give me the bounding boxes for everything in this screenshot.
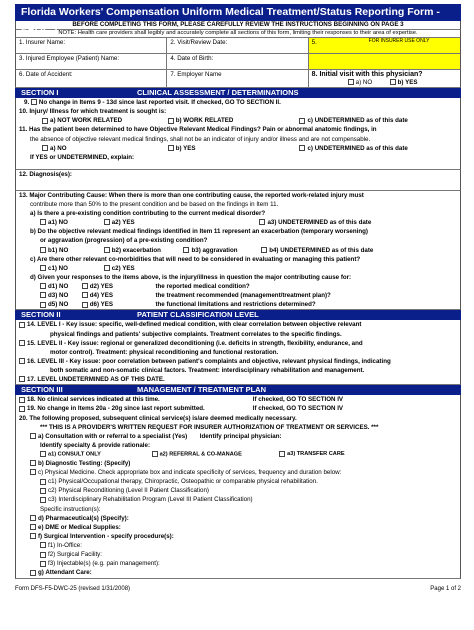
- q13c-text: c) Are there other relevant co-morbidities that will need to be considered in evaluating or managing this patient?: [30, 255, 361, 263]
- q12-text[interactable]: 12. Diagnosis(es):: [19, 170, 72, 178]
- q10b-label: b) WORK RELATED: [175, 117, 234, 125]
- q18-instruction: If checked, GO TO SECTION IV: [252, 396, 344, 404]
- q20a-options: [16, 450, 460, 459]
- dob-field[interactable]: 4. Date of Birth:: [167, 54, 308, 69]
- c3-checkbox[interactable]: [40, 497, 46, 503]
- q20a-specialty: Identify specialty & provide rationale:: [40, 441, 151, 449]
- q10b-checkbox[interactable]: [168, 118, 174, 124]
- section-3-label: SECTION III: [21, 385, 63, 395]
- q20e-line: [16, 523, 460, 532]
- c1-line: [16, 477, 460, 486]
- q20a-physician-label: Identify principal physician:: [199, 432, 282, 440]
- q13c1-label: c1) NO: [48, 264, 68, 272]
- a2-label: a2) REFERRAL & CO-MANAGE: [159, 451, 242, 458]
- section-1-body: [15, 98, 461, 170]
- q10-options: [16, 116, 460, 125]
- form-title: Florida Workers' Compensation Uniform Medical Treatment/Status Reporting Form - PAGE 1: [15, 4, 461, 21]
- fields-row-1: [15, 38, 461, 54]
- q13d-row-1: [16, 282, 460, 291]
- q11-yes-checkbox[interactable]: [168, 145, 174, 151]
- q20f-text: f) Surgical Intervention - specify procedure(s):: [38, 532, 174, 540]
- q20b-line: [16, 459, 460, 468]
- d6-label: d6) YES: [89, 301, 114, 309]
- q19-line: [16, 404, 460, 413]
- q13d-text: d) Given your responses to the items above, is the injury/illness in question the major contributing cause for:: [30, 273, 352, 281]
- section-3-body: [15, 395, 461, 578]
- d5-text: the functional limitations and restrictions determined?: [155, 301, 316, 309]
- q13b2-checkbox[interactable]: [104, 247, 110, 253]
- level-2-cont: motor control). Treatment: physical reconditioning and functional restoration.: [50, 348, 279, 356]
- q20d-checkbox[interactable]: [30, 515, 36, 521]
- c3-text: c3) Interdisciplinary Rehabilitation Program (Level III Patient Classification): [48, 496, 253, 504]
- q20e-checkbox[interactable]: [30, 524, 36, 530]
- instructions-line: BEFORE COMPLETING THIS FORM, PLEASE CAREFULLY REVIEW THE INSTRUCTIONS BEGINNING ON PAGE 3: [15, 21, 461, 30]
- c2-text: c2) Physical Reconditioning (Level II Patient Classification): [48, 487, 209, 495]
- q20f-checkbox[interactable]: [30, 533, 36, 539]
- q13d-row-3: [16, 300, 460, 309]
- section-2-body: [15, 320, 461, 385]
- level-und-checkbox[interactable]: [19, 376, 25, 382]
- q11-und-label: c) UNDETERMINED as of this date: [307, 144, 408, 152]
- level-1-checkbox[interactable]: [19, 322, 25, 328]
- level-3-text: 16. LEVEL III - Key issue: poor correlation between patient's complaints and objective, relevant physical findings, indicating: [27, 357, 391, 365]
- section-1-header: [15, 88, 461, 98]
- q13a-text: a) Is there a pre-existing condition contributing to the current medical disorder?: [30, 210, 266, 217]
- q11-line: [16, 125, 460, 134]
- form-id: Form DFS-F5-DWC-25 (revised 1/31/2008): [15, 586, 131, 592]
- insurer-use-box-cont: [309, 54, 460, 69]
- q18-text: 18. No clinical services indicated at this time.: [27, 396, 160, 404]
- d1-text: the reported medical condition?: [155, 283, 250, 290]
- q20a-line: [16, 432, 460, 441]
- q20c-line: [16, 468, 460, 477]
- q11-yes-label: b) YES: [175, 144, 196, 152]
- initial-visit-no-checkbox[interactable]: [348, 79, 354, 85]
- q13a2-checkbox[interactable]: [104, 219, 110, 225]
- q13b4-checkbox[interactable]: [261, 247, 267, 253]
- q13a1-checkbox[interactable]: [40, 219, 46, 225]
- q13b1-checkbox[interactable]: [40, 247, 46, 253]
- q10c-checkbox[interactable]: [299, 118, 305, 124]
- q13d-row-2: [16, 291, 460, 300]
- q20g-checkbox[interactable]: [30, 570, 36, 576]
- level-1: [16, 320, 460, 329]
- q13a3-label: a3) UNDETERMINED as of this date: [267, 219, 372, 227]
- initial-visit-yes-label: b) YES: [397, 79, 418, 87]
- q19-text: 19. No change in Items 20a - 20g since last report submitted.: [27, 405, 205, 413]
- page-number: Page 1 of 2: [430, 586, 461, 592]
- f1-text: f1) In-Office:: [48, 542, 82, 550]
- form-page: [15, 4, 461, 579]
- d1-checkbox[interactable]: [40, 283, 46, 289]
- c2-checkbox[interactable]: [40, 488, 46, 494]
- insurer-name-field[interactable]: 1. Insurer Name:: [16, 38, 167, 53]
- d1-label: d1) NO: [48, 283, 69, 290]
- c1-text: c1) Physical/Occupational therapy, Chiropractic, Osteopathic or comparable physical rehabilitation.: [48, 478, 318, 486]
- insurer-use-number: 5.: [311, 39, 317, 46]
- initial-visit-label: 8. Initial visit with this physician?: [311, 71, 423, 78]
- q13c2-label: c2) YES: [111, 264, 135, 272]
- insurer-use-label: FOR INSURER USE ONLY: [368, 38, 430, 44]
- employer-name-field[interactable]: 7. Employer Name: [167, 70, 308, 87]
- fields-row-2: [15, 54, 461, 70]
- f2-line: [16, 550, 460, 559]
- q13a-options: [16, 218, 460, 227]
- a1-checkbox[interactable]: [40, 451, 46, 457]
- q20f-line: [16, 532, 460, 541]
- fields-row-3: [15, 70, 461, 88]
- section-2-title: PATIENT CLASSIFICATION LEVEL: [137, 310, 259, 320]
- c-specific[interactable]: Specific instruction(s):: [40, 505, 101, 513]
- visit-date-field[interactable]: 2. Visit/Review Date:: [167, 38, 308, 53]
- q11-options: [16, 144, 460, 153]
- level-2: [16, 339, 460, 348]
- q13c-options: [16, 264, 460, 273]
- level-2-text: 15. LEVEL II - Key issue: regional or generalized deconditioning (i.e. deficits in strength, flexibility, endurance, and: [27, 339, 363, 347]
- q20-text: 20. The following proposed, subsequent clinical service(s) is/are deemed medically necessary.: [19, 414, 297, 422]
- accident-date-field[interactable]: 6. Date of Accident:: [16, 70, 167, 87]
- initial-visit-field: [309, 70, 460, 87]
- q13b1-label: b1) NO: [48, 246, 69, 254]
- section-2-header: [15, 310, 461, 320]
- q20c-text: c) Physical Medicine. Check appropriate box and indicate specificity of services, frequency and duration below:: [38, 469, 342, 477]
- page-footer: [15, 586, 461, 593]
- c2-line: [16, 486, 460, 495]
- section-3-header: [15, 385, 461, 395]
- q9-checkbox[interactable]: [31, 99, 37, 105]
- q19-instruction: If checked, GO TO SECTION IV: [252, 405, 344, 413]
- f2-text: f2) Surgical Facility:: [48, 551, 102, 559]
- a3-checkbox[interactable]: [279, 451, 285, 457]
- level-2-checkbox[interactable]: [19, 340, 25, 346]
- q13c1-checkbox[interactable]: [40, 265, 46, 271]
- q20a-checkbox[interactable]: [30, 433, 36, 439]
- q13a3-checkbox[interactable]: [259, 219, 265, 225]
- a1-label: a1) CONSULT ONLY: [48, 451, 101, 458]
- q20g-text: g) Attendant Care:: [38, 569, 92, 577]
- d2-label: d2) YES: [89, 283, 114, 290]
- insurer-use-box: [309, 38, 460, 53]
- patient-name-field[interactable]: 3. Injured Employee (Patient) Name:: [16, 54, 167, 69]
- d4-label: d4) YES: [89, 292, 114, 300]
- q20a-text: a) Consultation with or referral to a specialist (Yes): [38, 432, 188, 440]
- d2-checkbox[interactable]: [82, 283, 88, 289]
- d4-checkbox[interactable]: [82, 292, 88, 298]
- q13c2-checkbox[interactable]: [104, 265, 110, 271]
- section-3-title: MANAGEMENT / TREATMENT PLAN: [137, 385, 267, 395]
- f3-line: [16, 559, 460, 568]
- level-1-cont: physical findings and patients' subjective complaints. Treatment correlates to the specific findings.: [50, 330, 342, 338]
- level-3-cont: both somatic and non-somatic clinical factors. Treatment: interdisciplinary rehabilitation and management.: [50, 367, 365, 374]
- q11-und-checkbox[interactable]: [299, 145, 305, 151]
- f3-text: f3) Injectable(s) (e.g. pain management):: [48, 560, 160, 568]
- d5-label: d5) NO: [48, 301, 69, 309]
- q13-text: 13. Major Contributing Cause: When there is more than one contributing cause, the reported work-related injury must: [19, 191, 364, 199]
- section-1-label: SECTION I: [21, 88, 59, 97]
- q13b3-checkbox[interactable]: [183, 247, 189, 253]
- level-3: [16, 357, 460, 366]
- c3-line: [16, 495, 460, 504]
- level-und: [16, 375, 460, 384]
- d6-checkbox[interactable]: [82, 302, 88, 308]
- q11-text: 11. Has the patient been determined to have Objective Relevant Medical Findings? Pain or abnormal anatomic findings, in: [19, 126, 377, 134]
- initial-visit-no-label: a) NO: [355, 79, 373, 87]
- q11-no-label: a) NO: [50, 144, 67, 152]
- d5-checkbox[interactable]: [40, 302, 46, 308]
- q11-no-checkbox[interactable]: [42, 145, 48, 151]
- q11-explain[interactable]: If YES or UNDETERMINED, explain:: [30, 153, 135, 161]
- section-1-title: CLINICAL ASSESSMENT / DETERMINATIONS: [137, 88, 299, 97]
- level-und-text: 17. LEVEL UNDETERMINED AS OF THIS DATE.: [27, 376, 165, 384]
- q20-note: *** THIS IS A PROVIDER'S WRITTEN REQUEST FOR INSURER AUTHORIZATION OF TREATMENT OR SERVICES. ***: [40, 423, 379, 431]
- q13b-options: [16, 246, 460, 255]
- q20b-checkbox[interactable]: [30, 460, 36, 466]
- q20d-text: d) Pharmaceutical(s) (Specify):: [38, 514, 129, 522]
- f1-line: [16, 541, 460, 550]
- f2-checkbox[interactable]: [40, 552, 46, 558]
- q13b-text-2: or aggravation (progression) of a pre-existing condition?: [40, 237, 208, 245]
- q20d-line: [16, 514, 460, 523]
- q10a-checkbox[interactable]: [42, 118, 48, 124]
- q20b-text: b) Diagnostic Testing: (Specify): [38, 459, 131, 467]
- f1-checkbox[interactable]: [40, 542, 46, 548]
- q20e-text: e) DME or Medical Supplies:: [38, 523, 121, 531]
- c1-checkbox[interactable]: [40, 479, 46, 485]
- q13a1-label: a1) NO: [48, 219, 68, 227]
- level-3-checkbox[interactable]: [19, 358, 25, 364]
- q9-line: 9. No change in Items 9 - 13d since last reported visit. If checked, GO TO SECTION II.: [24, 99, 281, 106]
- d3-text: the treatment recommended (management/treatment plan)?: [155, 292, 331, 300]
- note-line: NOTE: Health care providers shall legibly and accurately complete all sections of this form, limiting their responses to their area of expertise.: [15, 30, 461, 38]
- section-2-label: SECTION II: [21, 310, 61, 320]
- q11-note: the absence of objective relevant medical findings, shall not be an indicator of injury and/or illness and are not compensable.: [30, 135, 371, 143]
- q13-block: [15, 191, 461, 311]
- a3-label: a3) TRANSFER CARE: [287, 451, 345, 458]
- q10-text: 10. Injury/ Illness for which treatment is sought is:: [19, 108, 167, 116]
- q13a2-label: a2) YES: [111, 219, 135, 227]
- q20g-line: [16, 568, 460, 577]
- f3-checkbox[interactable]: [40, 561, 46, 567]
- q12-row: [15, 170, 461, 191]
- d3-checkbox[interactable]: [40, 292, 46, 298]
- initial-visit-yes-checkbox[interactable]: [390, 79, 396, 85]
- q13b-text: b) Do the objective relevant medical findings identified in Item 11 represent an exacerbation (temporary worsening): [30, 228, 368, 236]
- q13-note: contribute more than 50% to the present condition and be based on the findings in Item 11.: [30, 200, 279, 208]
- q20c-checkbox[interactable]: [30, 469, 36, 475]
- q19-checkbox[interactable]: [19, 406, 25, 412]
- d3-label: d3) NO: [48, 292, 69, 300]
- q10c-label: c) UNDETERMINED as of this date: [307, 117, 408, 125]
- q18-line: [16, 395, 460, 404]
- q13b4-label: b4) UNDETERMINED as of this date: [269, 246, 374, 254]
- level-1-text: 14. LEVEL I - Key issue: specific, well-defined medical condition, with clear correlation between objective relevant: [27, 321, 362, 329]
- q18-checkbox[interactable]: [19, 397, 25, 403]
- a2-checkbox[interactable]: [152, 451, 158, 457]
- q13b3-label: b3) aggravation: [191, 246, 238, 254]
- q9-text: No change in Items 9 - 13d since last reported visit. If checked, GO TO SECTION II.: [38, 99, 281, 106]
- q13b2-label: b2) exacerbation: [111, 246, 161, 254]
- q10a-label: a) NOT WORK RELATED: [50, 117, 123, 125]
